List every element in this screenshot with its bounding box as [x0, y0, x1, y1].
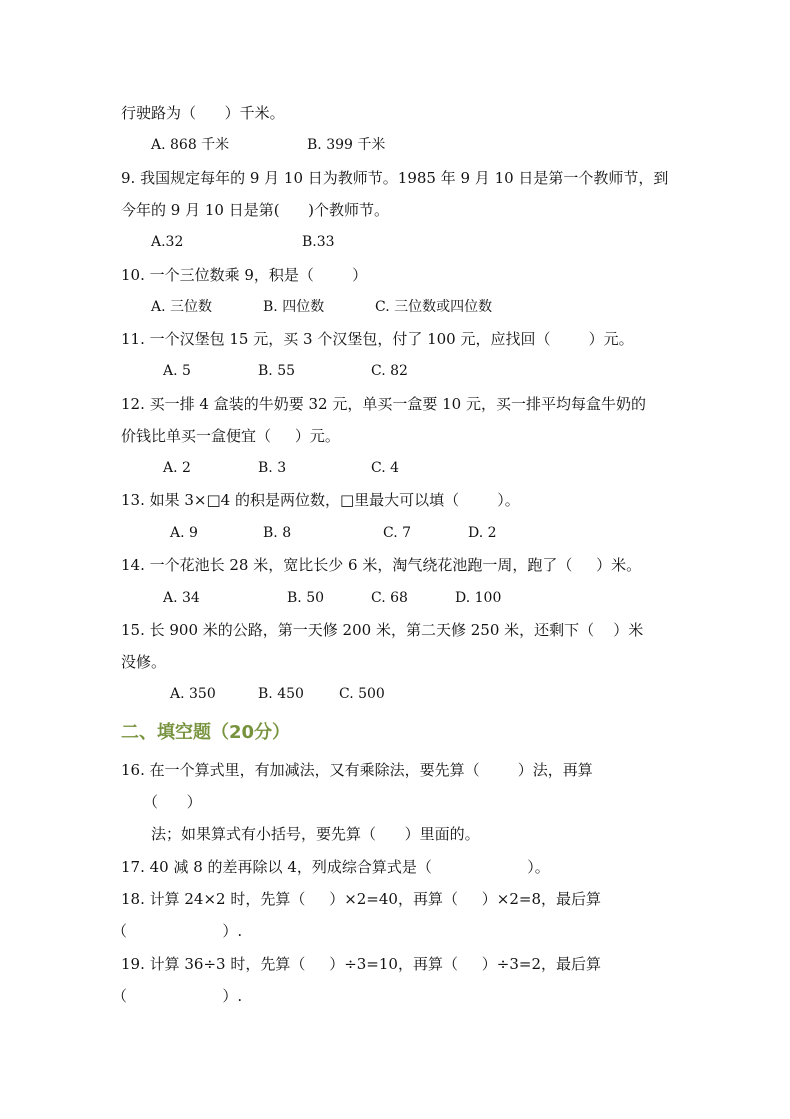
option-q11-c: C. 82: [371, 363, 408, 379]
line-q18-1: 18. 计算 24×2 时，先算（ ）×2=40，再算（ ）×2=8，最后算: [121, 890, 602, 908]
option-q13-a: A. 9: [170, 525, 198, 541]
option-q13-d: D. 2: [468, 525, 497, 541]
option-q14-b: B. 50: [287, 590, 325, 606]
line-q19-2: （ ）.: [112, 987, 243, 1005]
option-q14-d: D. 100: [455, 590, 502, 606]
option-q9-a: A.32: [151, 234, 184, 250]
option-q15-a: A. 350: [170, 686, 216, 702]
line-q10: 10. 一个三位数乘 9，积是（ ）: [121, 266, 368, 284]
option-q13-b: B. 8: [263, 525, 292, 541]
option-q12-c: C. 4: [371, 460, 400, 476]
line-q19-1: 19. 计算 36÷3 时，先算（ ）÷3=10，再算（ ）÷3=2，最后算: [121, 955, 602, 973]
option-q15-c: C. 500: [339, 686, 385, 702]
option-q14-c: C. 68: [371, 590, 408, 606]
option-q11-b: B. 55: [258, 363, 296, 379]
option-q13-c: C. 7: [383, 525, 412, 541]
line-q13: 13. 如果 3×□4 的积是两位数，□里最大可以填（ ）。: [121, 491, 520, 509]
option-q15-b: B. 450: [258, 686, 304, 702]
option-q11-a: A. 5: [163, 363, 191, 379]
option-q14-a: A. 34: [163, 590, 200, 606]
option-q10-c: C. 三位数或四位数: [375, 299, 493, 315]
line-q15-1: 15. 长 900 米的公路，第一天修 200 米，第二天修 250 米，还剩下（ ）米: [121, 621, 644, 639]
line-q17: 17. 40 减 8 的差再除以 4，列成综合算式是（ ）。: [121, 858, 550, 876]
option-q12-a: A. 2: [163, 460, 191, 476]
option-q8-b: B. 399 千米: [307, 137, 386, 153]
line-q9-1: 9. 我国规定每年的 9 月 10 日为教师节。1985 年 9 月 10 日是第一个教师节，到: [121, 169, 669, 187]
line-q9-2: 今年的 9 月 10 日是第( )个教师节。: [121, 201, 390, 219]
line-q11: 11. 一个汉堡包 15 元，买 3 个汉堡包，付了 100 元，应找回（ ）元。: [121, 330, 634, 348]
option-q10-b: B. 四位数: [263, 299, 325, 315]
line-q12-1: 12. 买一排 4 盒装的牛奶要 32 元，单买一盒要 10 元，买一排平均每盒牛奶的: [121, 395, 646, 413]
option-q9-b: B.33: [302, 234, 335, 250]
line-q18-2: （ ）.: [112, 922, 243, 940]
line-q14: 14. 一个花池长 28 米，宽比长少 6 米，淘气绕花池跑一周，跑了（ ）米。: [121, 556, 642, 574]
line-q16-1: 16. 在一个算式里，有加减法，又有乘除法，要先算（ ）法，再算: [121, 761, 593, 779]
line-q16-3: 法；如果算式有小括号，要先算（ ）里面的。: [151, 825, 480, 843]
line-q8-continuation: 行驶路为（ ）千米。: [121, 104, 285, 122]
line-q16-2: （ ）: [143, 793, 202, 811]
line-q15-2: 没修。: [121, 653, 167, 671]
section-title-fill-in: 二、填空题（20分）: [121, 722, 291, 743]
line-q12-2: 价钱比单买一盒便宜（ ）元。: [121, 427, 340, 445]
option-q10-a: A. 三位数: [151, 299, 213, 315]
option-q12-b: B. 3: [258, 460, 287, 476]
option-q8-a: A. 868 千米: [151, 137, 230, 153]
